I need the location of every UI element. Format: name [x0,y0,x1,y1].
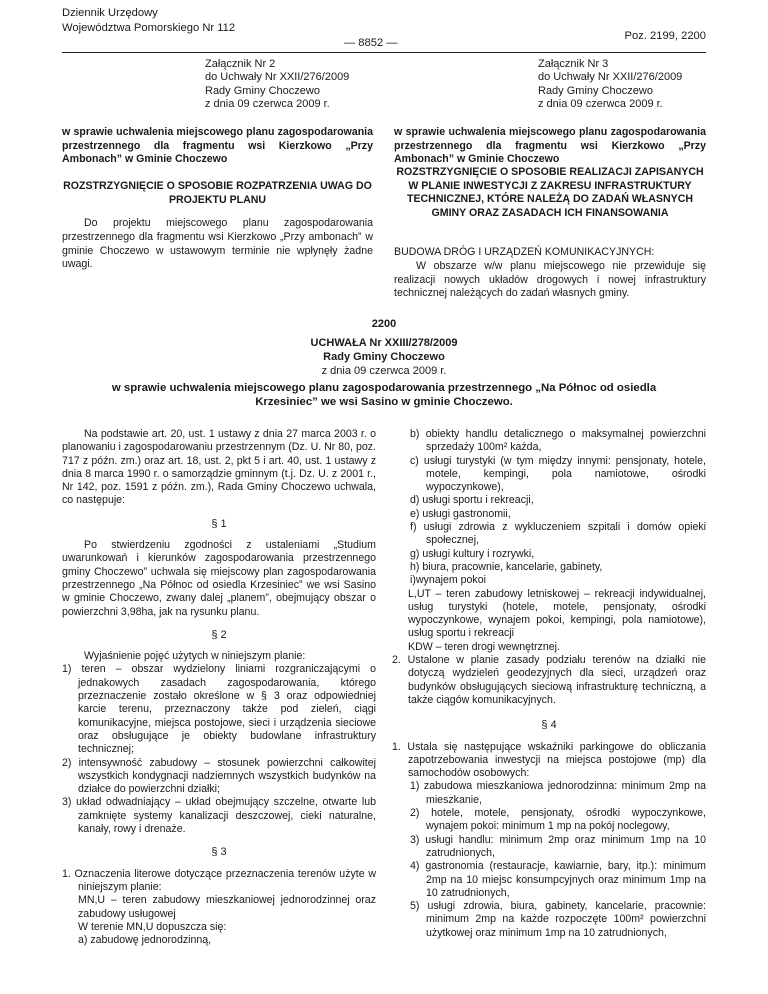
right-annex-line: Rady Gminy Choczewo [538,84,653,97]
mnu-allowed-item: i)wynajem pokoi [410,574,486,587]
left-column [62,428,376,947]
section-2-intro: Wyjaśnienie pojęć użytych w niniejszym planie: [84,650,306,663]
section-1-heading: § 1 [211,517,227,530]
journal-name [62,6,235,36]
left-annex-heading: ROZSTRZYGNIĘCIE O SPOSOBIE ROZPATRZENIA UWAG DO PROJEKTU PLANU [63,180,372,206]
right-annex-heading: ROZSTRZYGNIĘCIE O SPOSOBIE REALIZACJI ZAPISANYCH W PLANIE INWESTYCJI Z ZAKRESU INFRASTRUKTURY TECHNICZNEJ, KTÓRE NALEŻĄ DO ZADAŃ WŁASNYCH GMINY ORAZ ZASADACH ICH FINANSOWANIA [396,166,704,219]
definition-item: 1) teren – obszar wydzielony liniami rozgraniczającymi o jednakowych zasadach zagospodarowania, którego przeznaczenie zostało określone w § 3 oraz odpowiedniej karcie terenu, przeznaczony także pod zieleń, ciągi komunikacyjne, miejsca postojowe, sieci i urządzenia sieciowe oraz obsługujące je obiekty budowlane infrastruktury technicznej; [62,663,376,756]
mnu-allowed-item: h) biura, pracownie, kancelarie, gabinety, [410,560,603,573]
mnu-allowed-item: b) obiekty handlu detalicznego o maksymalnej powierzchni sprzedaży 100m² każda, [410,428,706,454]
parking-indicator: 2) hotele, motele, pensjonaty, ośrodki wypoczynkowe, wynajem pokoi: minimum 1 mp na pokój noclegowy, [410,807,706,833]
right-annex-body: W obszarze w/w planu miejscowego nie przewiduje się realizacji nowych układów drogowych i nowej infrastruktury technicznej należących do zadań własnych gminy. [394,260,706,300]
header-rule [62,52,706,53]
mnu-designation: MN,U – teren zabudowy mieszkaniowej jednorodzinnej oraz zabudowy usługowej [78,894,376,920]
mnu-allowed-intro: W terenie MN,U dopuszcza się: [78,920,227,933]
section-4-item-1: 1. Ustala się następujące wskaźniki parkingowe do obliczania zapotrzebowania inwestycji na miejsca postojowe (mp) dla samochodów osobowych: [392,740,706,780]
resolution-subject: w sprawie uchwalenia miejscowego planu zagospodarowania przestrzennego „Na Północ od osiedla Krzesiniec” we wsi Sasino w gminie Choczewo. [111,382,657,408]
right-annex-subheading: BUDOWA DRÓG I URZĄDZEŃ KOMUNIKACYJNYCH: [394,246,655,258]
journal-line-2: Województwa Pomorskiego Nr 112 [62,22,236,34]
left-annex-line: z dnia 09 czerwca 2009 r. [205,98,330,111]
mnu-allowed-item: d) usługi sportu i rekreacji, [410,494,534,507]
definition-item: 3) układ odwadniający – układ obejmujący szczelne, otwarte lub zamknięte systemy kanalizacji deszczowej, cieki naturalne, kanały, rowy i drenaże. [62,796,376,836]
right-annex-block [538,58,682,112]
section-3-item-1: 1. Oznaczenia literowe dotyczące przeznaczenia terenów użyte w niniejszym planie: [62,867,376,893]
right-annex-subject: w sprawie uchwalenia miejscowego planu zagospodarowania przestrzennego dla fragmentu wsi Kierzkowo „Przy Ambonach” w Gminie Choczewo [394,126,706,166]
mnu-allowed-item: g) usługi kultury i rozrywki, [410,547,535,560]
parking-indicator: 5) usługi zdrowia, biura, gabinety, kancelarie, pracownie: minimum 2mp na każde rozpoczęte 100m² powierzchni użytkowej oraz minimum 1mp na 10 zatrudnionych, [410,900,706,939]
section-3-item-2: 2. Ustalone w planie zasady podziału terenów na działki nie dotyczą wydzieleń geodezyjnych dla sieci, urządzeń oraz budynków obsługujących sieciową infrastrukturę techniczną, a także ciągów komunikacyjnych. [392,654,706,706]
section-2-heading: § 2 [211,628,227,641]
position-number: Poz. 2199, 2200 [624,30,706,42]
right-column [392,428,706,940]
parking-indicator: 1) zabudowa mieszkaniowa jednorodzinna: minimum 2mp na mieszkanie, [410,780,706,806]
resolution-date: z dnia 09 czerwca 2009 r. [321,365,447,377]
mnu-allowed-item: f) usługi zdrowia z wykluczeniem szpitali i domów opieki społecznej, [410,521,706,547]
left-annex-body: Do projektu miejscowego planu zagospodarowania przestrzennego dla fragmentu wsi Kierzkowo „Przy ambonach” w gminie Choczewo w ustawowym terminie nie wpłynęły żadne uwagi. [62,217,373,271]
kdw-designation: KDW – teren drogi wewnętrznej. [408,640,560,653]
right-annex-line: z dnia 09 czerwca 2009 r. [538,98,663,111]
left-annex-subject: w sprawie uchwalenia miejscowego planu zagospodarowania przestrzennego dla fragmentu wsi Kierzkowo „Przy Ambonach” w Gminie Choczewo [62,126,373,166]
section-4-heading: § 4 [541,719,557,732]
mnu-allowed-item: c) usługi turystyki (w tym między innymi: pensjonaty, hotele, motele, kempingi, pola namiotowe, ośrodki wypoczynkowe), [410,454,706,494]
resolution-title: UCHWAŁA Nr XXIII/278/2009 [310,337,458,349]
left-annex-line: do Uchwały Nr XXII/276/2009 [205,71,350,84]
left-annex-block [205,58,349,112]
mnu-allowed-item: a) zabudowę jednorodzinną, [78,934,212,947]
resolution-council: Rady Gminy Choczewo [323,351,445,363]
mnu-allowed-item: e) usługi gastronomii, [410,507,511,520]
left-annex-line: Rady Gminy Choczewo [205,84,320,97]
section-3-heading: § 3 [211,846,227,859]
right-annex-line: do Uchwały Nr XXII/276/2009 [538,71,683,84]
lut-designation: L,UT – teren zabudowy letniskowej – rekreacji indywidualnej, usług turystyki (hotele, motele, pensjonaty, ośrodki wypoczynkowe, wynajem pokoi, kempingi, pola namiotowe), usług sportu i rekreacji [408,587,706,640]
journal-line-1: Dziennik Urzędowy [62,7,158,19]
preamble: Na podstawie art. 20, ust. 1 ustawy z dnia 27 marca 2003 r. o planowaniu i zagospodarowaniu przestrzennym (Dz. U. Nr 80, poz. 717 z późn. zm.) oraz art. 18, ust. 2, pkt 5 i art. 40, ust. 1 ustawy z dnia 8 marca 1990 r. o samorządzie gminnym (t.j. Dz. U. z 2001 r., Nr 142, poz. 1591 z późn. zm.), Rada Gminy Choczewo uchwala, co następuje: [62,428,376,507]
resolution-number: 2200 [371,318,397,330]
left-annex-line: Załącznik Nr 2 [205,58,276,70]
page-number: — 8852 — [344,37,398,49]
parking-indicator: 4) gastronomia (restauracje, kawiarnie, bary, itp.): minimum 2mp na 10 miejsc konsumpcyjnych oraz minimum 1mp na 10 zatrudnionych, [410,860,706,899]
parking-indicator: 3) usługi handlu: minimum 2mp oraz minimum 1mp na 10 zatrudnionych, [410,833,706,859]
definition-item: 2) intensywność zabudowy – stosunek powierzchni całkowitej wszystkich kondygnacji nadziemnych wszystkich budynków na działce do powierzchni działki; [62,756,376,796]
section-1-text: Po stwierdzeniu zgodności z ustaleniami „Studium uwarunkowań i kierunków zagospodarowania przestrzennego gminy Choczewo” uchwala się miejscowy plan zagospodarowania przestrzennego „Na Północ od osiedla Krzesiniec” we wsi Sasino w gminie Choczewo, zwany dalej „planem”, obejmujący obszar o powierzchni 3,98ha, jak na rysunku planu. [62,539,376,618]
right-annex-line: Załącznik Nr 3 [538,58,609,70]
